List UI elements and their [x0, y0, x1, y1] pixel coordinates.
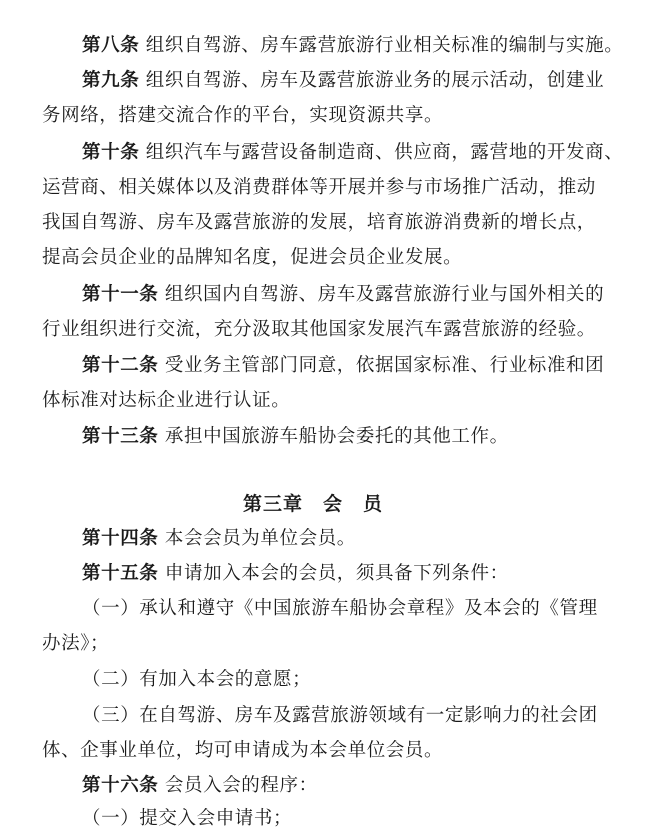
article-15-item-1-line-1: （一）承认和遵守《中国旅游车船协会章程》及本会的《管理 [82, 598, 598, 619]
article-9-line-2: 务网络，搭建交流合作的平台，实现资源共享。 [42, 105, 444, 126]
article-10-label: 第十条 [82, 142, 140, 163]
article-9-text-1: 组织自驾游、房车及露营旅游业务的展示活动，创建业 [145, 70, 605, 91]
article-10-line-3: 我国自驾游、房车及露营旅游的发展，培育旅游消费新的增长点， [42, 212, 596, 233]
article-9-line-1 [82, 68, 604, 94]
article-10-text-1: 组织汽车与露营设备制造商、供应商，露营地的开发商、 [145, 142, 624, 163]
article-13-line-1 [82, 424, 509, 450]
article-11-line-2: 行业组织进行交流，充分汲取其他国家发展汽车露营旅游的经验。 [42, 319, 596, 340]
article-11-text-1: 组织国内自驾游、房车及露营旅游行业与国外相关的 [164, 284, 605, 305]
article-9-label: 第九条 [82, 70, 140, 91]
article-8-label: 第八条 [82, 35, 140, 56]
article-12-text-1: 受业务主管部门同意，依据国家标准、行业标准和团 [164, 355, 605, 376]
article-11-line-1 [82, 282, 604, 308]
article-10-line-1 [82, 140, 623, 166]
article-13-text-1: 承担中国旅游车船协会委托的其他工作。 [164, 426, 509, 447]
article-15-item-2-line-1: （二）有加入本会的意愿； [82, 669, 312, 690]
article-16-text-1: 会员入会的程序： [164, 775, 318, 796]
article-13-label: 第十三条 [82, 426, 159, 447]
article-12-label: 第十二条 [82, 355, 159, 376]
chapter-3-title: 第三章 会 员 [243, 493, 384, 515]
article-10-line-2: 运营商、相关媒体以及消费群体等开展并参与市场推广活动，推动 [42, 177, 596, 198]
article-12-line-2: 体标准对达标企业进行认证。 [42, 390, 291, 411]
article-15-line-1 [82, 561, 509, 587]
article-14-line-1 [82, 526, 356, 552]
article-12-line-1 [82, 353, 604, 379]
article-15-item-3-line-1: （三）在自驾游、房车及露营旅游领域有一定影响力的社会团 [82, 705, 598, 726]
article-16-item-1-line-1: （一）提交入会申请书； [82, 808, 293, 829]
article-8-line-1 [82, 33, 623, 59]
article-8-text-1: 组织自驾游、房车露营旅游行业相关标准的编制与实施。 [145, 35, 624, 56]
article-16-label: 第十六条 [82, 775, 159, 796]
article-14-text-1: 本会会员为单位会员。 [164, 528, 356, 549]
article-11-label: 第十一条 [82, 284, 159, 305]
article-14-label: 第十四条 [82, 528, 159, 549]
article-16-line-1 [82, 773, 318, 799]
article-15-item-1-line-2: 办法》； [42, 633, 110, 654]
article-15-text-1: 申请加入本会的会员，须具备下列条件： [164, 563, 509, 584]
article-15-item-3-line-2: 体、企事业单位，均可申请成为本会单位会员。 [42, 740, 444, 761]
article-15-label: 第十五条 [82, 563, 159, 584]
article-10-line-4: 提高会员企业的品牌知名度，促进会员企业发展。 [42, 247, 463, 268]
